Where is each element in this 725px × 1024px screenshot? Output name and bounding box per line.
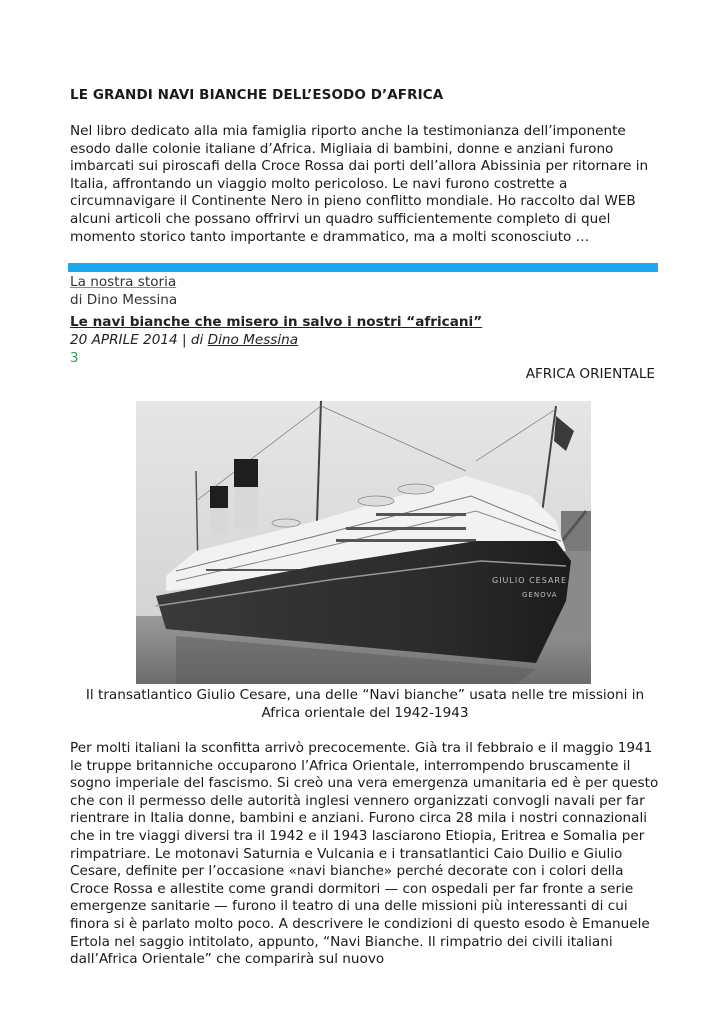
article-body: Per molti italiani la sconfitta arrivò precocemente. Già tra il febbraio e il maggio 1941 le truppe britanniche occuparono l’Africa Orientale, interrompendo bruscamente il sogno imperiale del fascismo. Si creò una vera emergenza umanitaria ed è per questo che con il permesso delle autorità inglesi vennero organizzati convogli navali per far rientrare in Italia donne, bambini e anziani. Furono circa 28 mila i nostri connazionali che in tre viaggi diversi tra il 1942 e il 1943 lasciarono Etiopia, Eritrea e Somalia per rimpatriare. Le motonavi Saturnia e Vulcania e i transatlantici Caio Duilio e Giulio Cesare, definite per l’occasione «navi bianche» perché decorate con i colori della Croce Rossa e allestite come grandi dormitori — con ospedali per far fronte a serie emergenze sanitarie — furono il teatro di una delle missioni più interessanti di cui finora si è parlato molto poco. A descrivere le condizioni di questo esodo è Emanuele Ertola nel saggio intitolato, appunto, “Navi Bianche. Il rimpatrio dei civili italiani dall’Africa Orientale” che comparirà sul nuovo: [70, 740, 659, 968]
article-date: 20 APRILE 2014 | di: [70, 332, 208, 348]
photo-caption: Il transatlantico Giulio Cesare, una delle “Navi bianche” usata nelle tre missioni in Africa orientale del 1942-1943: [85, 687, 645, 721]
document-title: LE GRANDI NAVI BIANCHE DELL’ESODO D’AFRICA: [70, 87, 444, 103]
region-label: AFRICA ORIENTALE: [525, 366, 655, 382]
ship-photo-image: [136, 401, 591, 684]
ship-photo: [136, 401, 591, 684]
intro-paragraph: Nel libro dedicato alla mia famiglia riporto anche la testimonianza dell’imponente esodo dalle colonie italiane d’Africa. Migliaia di bambini, donne e anziani furono imbarcati sui piroscafi della Croce Rossa dai porti dell’allora Abissinia per ritornare in Italia, affrontando un viaggio molto pericoloso. Le navi furono costrette a circumnavigare il Continente Nero in pieno conflitto mondiale. Ho raccolto dal WEB alcuni articoli che possano offrirvi un quadro sufficientemente completo di quel momento storico tanto importante e drammatico, ma a molti sconosciuto …: [70, 123, 649, 245]
byline: di Dino Messina: [70, 292, 178, 308]
hull-port-name: GENOVA: [522, 591, 558, 599]
author-link[interactable]: Dino Messina: [207, 332, 299, 348]
article-headline[interactable]: Le navi bianche che misero in salvo i nostri “africani”: [70, 314, 483, 330]
hull-ship-name: GIULIO CESARE: [492, 576, 568, 585]
accent-divider-bar: [68, 263, 658, 272]
comment-count[interactable]: 3: [70, 350, 79, 366]
article-dateline: [70, 331, 298, 349]
section-link[interactable]: La nostra storia: [70, 274, 177, 290]
